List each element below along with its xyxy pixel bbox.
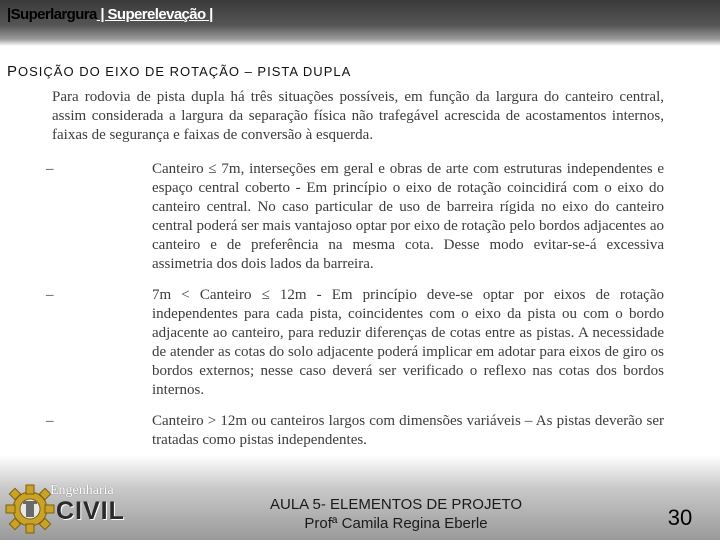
slide-title-initial: P (7, 63, 19, 80)
bullet-text: Canteiro ≤ 7m, interseções em geral e obras de arte com estruturas independentes e espaço central coberto - Em princípio o eixo de rotação coincidirá com o eixo do canteiro central. No caso particular de uso de barreira rígida no eixo do canteiro central poderá ser mais vantajoso optar por eixo de rotação pelo bordos adjacentes ao canteiro e de preferência na mesma cota. Desse modo evitar-se-á excessiva assimetria dos dois lados da barreira. (152, 161, 664, 272)
footer-course-info (220, 495, 572, 533)
logo-text-civil: CIVIL (56, 497, 125, 525)
logo-text-engenharia: Engenharia (50, 483, 114, 498)
bullet-dash: – (46, 161, 54, 177)
breadcrumb (7, 6, 213, 23)
slide-title (7, 63, 351, 80)
breadcrumb-item-superlargura[interactable]: Superlargura (10, 6, 97, 23)
bullet-dash: – (46, 287, 54, 303)
engenharia-civil-logo (4, 483, 128, 535)
page-number: 30 (667, 505, 693, 530)
breadcrumb-item-superelevacao[interactable]: Superelevação (107, 6, 206, 23)
gear-icon (4, 483, 56, 535)
footer-lesson-title: AULA 5- ELEMENTOS DE PROJETO (269, 496, 523, 513)
breadcrumb-bar-open: | (7, 6, 11, 23)
slide-title-rest: OSIÇÃO DO EIXO DE ROTAÇÃO – PISTA DUPLA (18, 64, 352, 79)
breadcrumb-bar-close: | (205, 6, 213, 23)
intro-paragraph: Para rodovia de pista dupla há três situações possíveis, em função da largura do canteiro central, assim considerada a largura da separação física não trafegável acrescida de acostamentos internos, faixas de segurança e faixas de conversão à esquerda. (52, 89, 664, 143)
bullet-dash: – (46, 413, 54, 429)
scanned-text-block (40, 86, 680, 450)
header-bar (0, 0, 720, 46)
footer (0, 455, 720, 540)
bullet-text: Canteiro > 12m ou canteiros largos com dimensões variáveis – As pistas deverão ser tratadas como pistas independentes. (152, 413, 664, 448)
bullet-text: 7m < Canteiro ≤ 12m - Em princípio deve-se optar por eixos de rotação independentes para cada pista, coincidentes com o eixo da pista ou com o bordo adjacente ao canteiro, para reduzir diferenças de cotas entre as pistas. A necessidade de atender as cotas do solo adjacente poderá implicar em adotar para eixos de giro os bordos externos; nesse caso deverá ser verificado o reflexo nas cotas dos bordos internos. (152, 287, 664, 398)
breadcrumb-separator: | (96, 6, 108, 23)
footer-professor: Profª Camila Regina Eberle (304, 515, 488, 532)
